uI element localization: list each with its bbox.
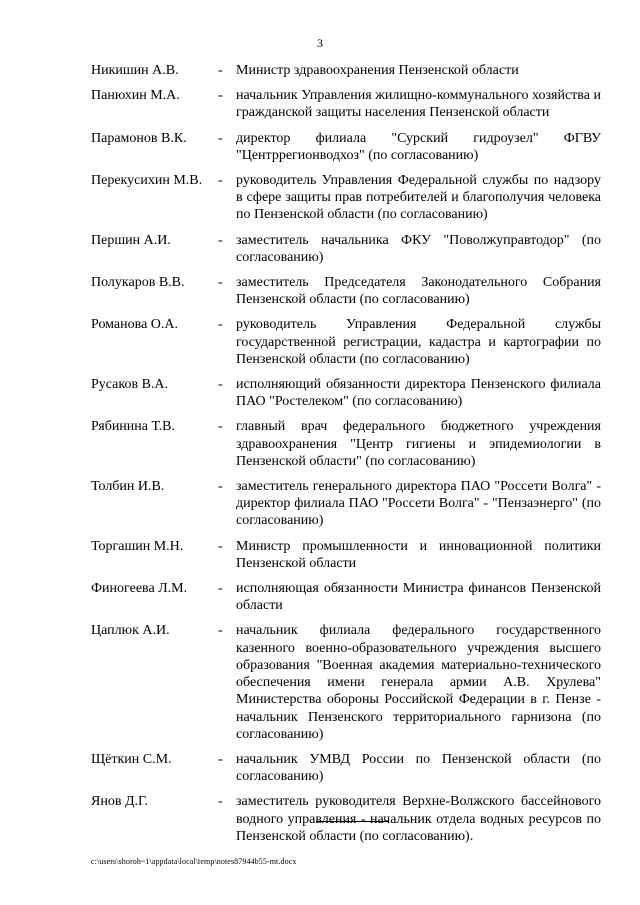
list-item bbox=[91, 316, 601, 368]
page-number: 3 bbox=[317, 36, 323, 50]
separator-dash: - bbox=[218, 173, 223, 189]
member-name: Янов Д.Г. bbox=[91, 794, 149, 810]
member-position: начальник филиала федерального государственного казенного военно-образовательного учреждения высшего образования "Военная академия материально-технического обеспечения имени генерала армии А.В. Хрулева" Министерства обороны Российской Федерации в г. Пензе - начальник Пензенского территориального гарнизона (по согласованию) bbox=[236, 623, 601, 742]
list-item bbox=[91, 130, 601, 164]
member-name: Панюхин М.А. bbox=[91, 88, 180, 104]
member-position: заместитель руководителя Верхне-Волжского бассейнового водного управления - начальник отдела водных ресурсов по Пензенской области (по согласованию). bbox=[236, 794, 601, 844]
list-item bbox=[91, 232, 601, 266]
member-name: Щёткин С.М. bbox=[91, 751, 172, 767]
member-position: Министр промышленности и инновационной политики Пензенской области bbox=[236, 538, 601, 571]
member-name: Русаков В.А. bbox=[91, 377, 169, 393]
member-position: главный врач федерального бюджетного учреждения здравоохранения "Центр гигиены и эпидемиологии в Пензенской области" (по согласованию) bbox=[236, 419, 601, 469]
member-name: Рябинина Т.В. bbox=[91, 419, 175, 435]
separator-dash: - bbox=[218, 419, 223, 435]
separator-dash: - bbox=[218, 794, 223, 810]
list-item bbox=[91, 793, 601, 845]
list-item bbox=[91, 376, 601, 410]
member-position: начальник Управления жилищно-коммунального хозяйства и гражданской защиты населения Пензенской области bbox=[236, 88, 601, 121]
list-item bbox=[91, 418, 601, 470]
separator-dash: - bbox=[218, 275, 223, 291]
separator-dash: - bbox=[218, 623, 223, 639]
list-item bbox=[91, 87, 601, 121]
separator-dash: - bbox=[218, 377, 223, 393]
member-position: руководитель Управления Федеральной службы государственной регистрации, кадастра и картографии по Пензенской области (по согласованию) bbox=[236, 317, 601, 367]
member-position: Министр здравоохранения Пензенской области bbox=[236, 63, 519, 78]
list-item bbox=[91, 580, 601, 614]
separator-dash: - bbox=[218, 317, 223, 333]
list-item bbox=[91, 622, 601, 742]
members-list bbox=[91, 62, 601, 853]
member-name: Парамонов В.К. bbox=[91, 130, 187, 146]
separator-dash: - bbox=[218, 581, 223, 597]
member-name: Перекусихин М.В. bbox=[91, 173, 203, 189]
member-position: директор филиала "Сурский гидроузел" ФГВУ "Центррегионводхоз" (по согласованию) bbox=[236, 130, 601, 163]
list-item bbox=[91, 751, 601, 785]
list-item bbox=[91, 274, 601, 308]
member-position: исполняющий обязанности директора Пензенского филиала ПАО "Ростелеком" (по согласованию) bbox=[236, 377, 601, 410]
member-position: заместитель генерального директора ПАО "Россети Волга" - директор филиала ПАО "Россети Волга" - "Пензаэнерго" (по согласованию) bbox=[236, 479, 601, 529]
member-name: Романова О.А. bbox=[91, 317, 179, 333]
separator-dash: - bbox=[218, 479, 223, 495]
separator-dash: - bbox=[218, 130, 223, 146]
member-position: исполняющая обязанности Министра финансов Пензенской области bbox=[236, 581, 601, 614]
list-item bbox=[91, 172, 601, 224]
separator-dash: - bbox=[218, 88, 223, 104]
separator-dash: - bbox=[218, 232, 223, 248]
member-position: руководитель Управления Федеральной службы по надзору в сфере защиты прав потребителей и благополучия человека по Пензенской области (по согласованию) bbox=[236, 173, 601, 223]
member-name: Торгашин М.Н. bbox=[91, 538, 184, 554]
separator-dash: - bbox=[218, 751, 223, 767]
separator-dash: - bbox=[218, 538, 223, 554]
list-item bbox=[91, 62, 601, 79]
member-name: Никишин А.В. bbox=[91, 63, 179, 78]
list-item bbox=[91, 538, 601, 572]
member-name: Цаплюк А.И. bbox=[91, 623, 170, 639]
member-position: заместитель Председателя Законодательного Собрания Пензенской области (по согласованию) bbox=[236, 275, 601, 308]
member-position: начальник УМВД России по Пензенской области (по согласованию) bbox=[236, 751, 601, 785]
member-name: Першин А.И. bbox=[91, 232, 171, 248]
list-item bbox=[91, 478, 601, 530]
end-divider-line bbox=[316, 821, 388, 822]
footer-file-path: c:\users\shoroh~1\appdata\local\temp\notes87944b55-mt.docx bbox=[91, 857, 297, 866]
member-name: Толбин И.В. bbox=[91, 479, 165, 495]
separator-dash: - bbox=[218, 63, 223, 78]
member-name: Финогеева Л.М. bbox=[91, 581, 188, 597]
member-name: Полукаров В.В. bbox=[91, 275, 185, 291]
member-position: заместитель начальника ФКУ "Поволжуправтодор" (по согласованию) bbox=[236, 232, 601, 265]
